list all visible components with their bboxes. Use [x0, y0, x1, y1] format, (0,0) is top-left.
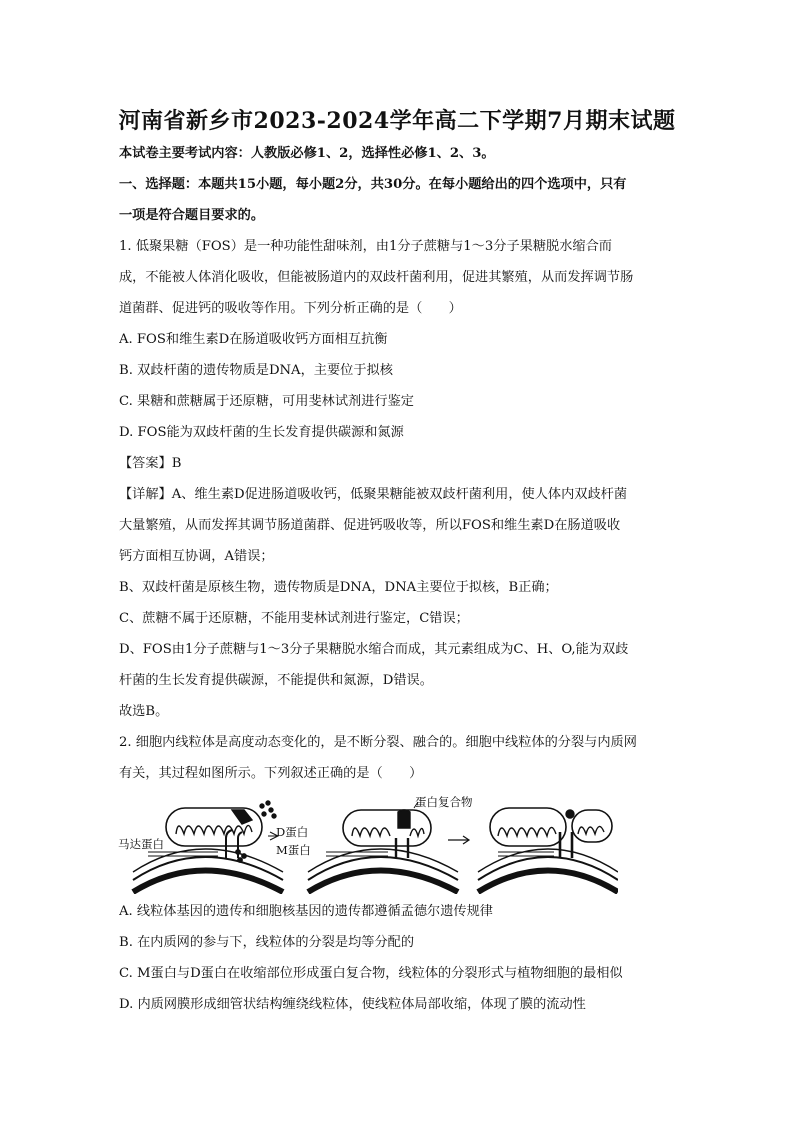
mitochondria-fission-figure	[118, 794, 618, 894]
q1-conclusion: 故选B。	[119, 704, 169, 719]
q1-stem-line1: 1. 低聚果糖（FOS）是一种功能性甜味剂，由1分子蔗糖与1～3分子果糖脱水缩合而	[119, 239, 612, 254]
panel-3-drawing	[478, 808, 618, 892]
q1-explanation-line2: 大量繁殖，从而发挥其调节肠道菌群、促进钙吸收等，所以FOS和维生素D在肠道吸收	[119, 518, 621, 533]
process-arrow	[448, 836, 469, 844]
section-heading-line1: 一、选择题：本题共15小题，每小题2分，共30分。在每小题给出的四个选项中，只有	[119, 177, 627, 192]
label-d-protein: D蛋白	[276, 825, 309, 839]
q1-option-c: C. 果糖和蔗糖属于还原糖，可用斐林试剂进行鉴定	[119, 394, 414, 409]
q1-option-a: A. FOS和维生素D在肠道吸收钙方面相互抗衡	[119, 332, 388, 347]
q2-stem-line2: 有关，其过程如图所示。下列叙述正确的是（ ）	[119, 766, 423, 781]
q1-explanation-line1: 【详解】A、维生素D促进肠道吸收钙，低聚果糖能被双歧杆菌利用，使人体内双歧杆菌	[119, 487, 628, 502]
q1-option-d: D. FOS能为双歧杆菌的生长发育提供碳源和氮源	[119, 425, 404, 440]
q2-option-d: D. 内质网膜形成细管状结构缠绕线粒体，使线粒体局部收缩，体现了膜的流动性	[119, 997, 586, 1012]
q1-explanation-line5: C、蔗糖不属于还原糖，不能用斐林试剂进行鉴定，C错误；	[119, 611, 469, 626]
q1-explanation-line4: B、双歧杆菌是原核生物，遗传物质是DNA，DNA主要位于拟核，B正确；	[119, 580, 558, 595]
q2-option-c: C. M蛋白与D蛋白在收缩部位形成蛋白复合物，线粒体的分裂形式与植物细胞的最相似	[119, 966, 623, 981]
label-motor-protein: 马达蛋白	[118, 837, 164, 851]
intro-line: 本试卷主要考试内容：人教版必修1、2，选择性必修1、2、3。	[119, 146, 495, 161]
label-protein-complex: 蛋白复合物	[415, 795, 473, 809]
q1-answer: 【答案】B	[119, 456, 182, 471]
q2-option-b: B. 在内质网的参与下，线粒体的分裂是均等分配的	[119, 935, 415, 950]
q1-explanation-line6: D、FOS由1分子蔗糖与1～3分子果糖脱水缩合而成，其元素组成为C、H、O,能为双歧	[119, 642, 629, 657]
q1-option-b: B. 双歧杆菌的遗传物质是DNA，主要位于拟核	[119, 363, 393, 378]
q1-stem-line2: 成，不能被人体消化吸收，但能被肠道内的双歧杆菌利用，促进其繁殖，从而发挥调节肠	[119, 270, 634, 285]
label-m-protein: M蛋白	[276, 843, 311, 857]
q2-stem-line1: 2. 细胞内线粒体是高度动态变化的，是不断分裂、融合的。细胞中线粒体的分裂与内质网	[119, 735, 637, 750]
q2-option-a: A. 线粒体基因的遗传和细胞核基因的遗传都遵循孟德尔遗传规律	[119, 904, 493, 919]
q1-explanation-line7: 杆菌的生长发育提供碳源，不能提供和氮源，D错误。	[119, 673, 433, 688]
q1-stem-line3: 道菌群、促进钙的吸收等作用。下列分析正确的是（ ）	[119, 301, 462, 316]
panel-2-drawing	[308, 802, 458, 892]
section-heading-line2: 一项是符合题目要求的。	[119, 208, 265, 223]
q1-explanation-line3: 钙方面相互协调，A错误；	[119, 549, 274, 564]
page-title: 河南省新乡市2023-2024学年高二下学期7月期末试题	[118, 108, 676, 134]
